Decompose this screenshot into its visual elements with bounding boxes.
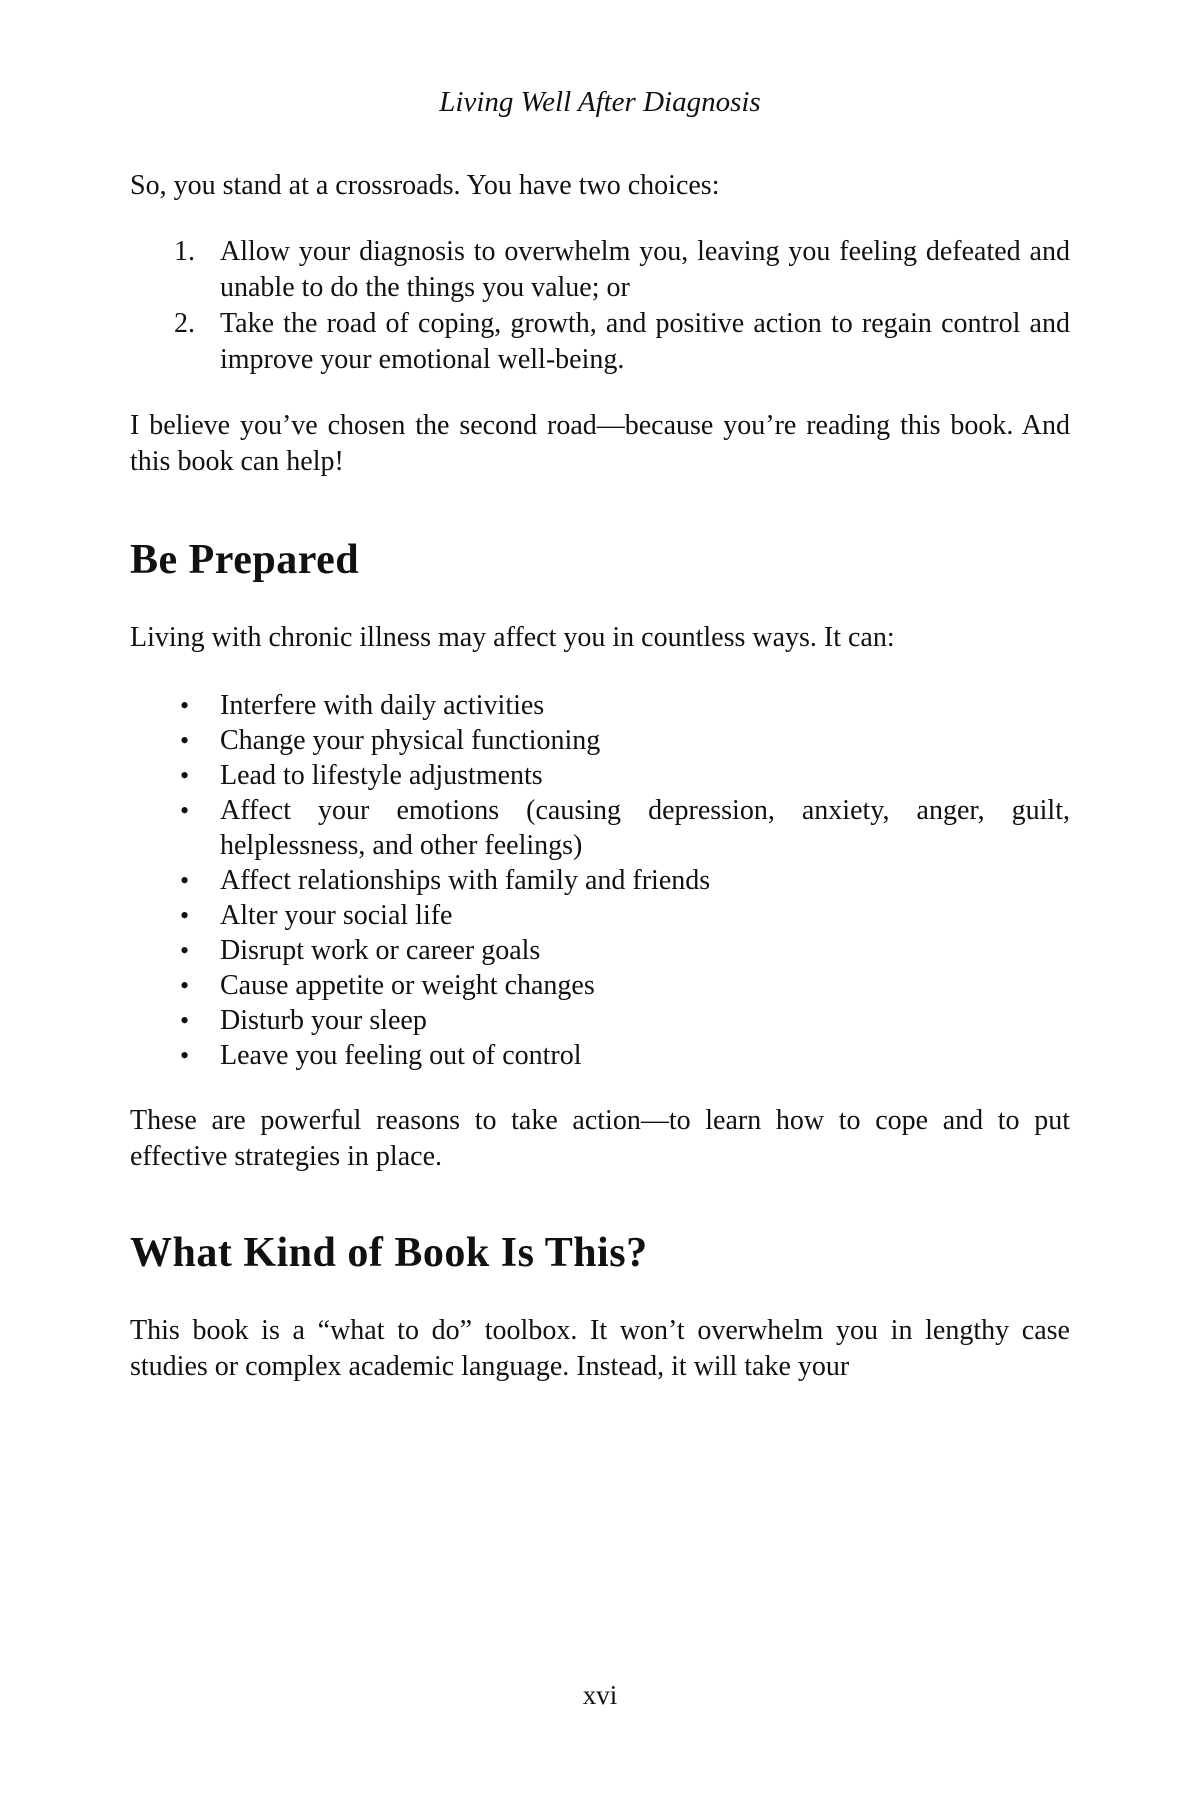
numbered-list xyxy=(130,234,1070,378)
bullet-list-item xyxy=(180,723,1070,758)
intro-paragraph: So, you stand at a crossroads. You have two choices: xyxy=(130,170,720,201)
bullet-icon: • xyxy=(180,901,190,930)
lead-paragraph: Living with chronic illness may affect you in countless ways. It can: xyxy=(130,622,895,653)
bullet-icon: • xyxy=(180,691,190,720)
bullet-item-text: Disturb your sleep xyxy=(220,1005,427,1036)
page-number: xvi xyxy=(582,1680,618,1710)
bullet-list-item xyxy=(180,933,1070,968)
bullet-icon: • xyxy=(180,761,190,790)
bullet-item-text: Cause appetite or weight changes xyxy=(220,970,595,1001)
bullet-item-text: Affect your emotions (causing depression, anxiety, anger, guilt, helplessness, and other feelings) xyxy=(220,795,1070,861)
bullet-icon: • xyxy=(180,796,190,825)
toolbox-paragraph: This book is a “what to do” toolbox. It won’t overwhelm you in lengthy case studies or complex academic language. Instead, it will take your xyxy=(130,1315,1070,1382)
bullet-list-item xyxy=(180,1003,1070,1038)
bullet-item-text: Alter your social life xyxy=(220,900,453,931)
section-heading-what-kind-of-book: What Kind of Book Is This? xyxy=(130,1230,648,1276)
bullet-list-item xyxy=(180,968,1070,1003)
bullet-list-item xyxy=(180,793,1070,863)
section-heading-be-prepared: Be Prepared xyxy=(130,537,360,583)
bullet-icon: • xyxy=(180,936,190,965)
list-number: 1. xyxy=(174,236,195,267)
bullet-item-text: Disrupt work or career goals xyxy=(220,935,541,966)
numbered-list-item xyxy=(174,306,1070,378)
list-number: 2. xyxy=(174,308,195,339)
bullet-list-item xyxy=(180,1038,1070,1073)
bullet-list-item xyxy=(180,863,1070,898)
believe-paragraph: I believe you’ve chosen the second road—because you’re reading this book. And this book can help! xyxy=(130,410,1070,477)
bullet-list-item xyxy=(180,898,1070,933)
bullet-icon: • xyxy=(180,726,190,755)
list-item-text: Allow your diagnosis to overwhelm you, leaving you feeling defeated and unable to do the things you value; or xyxy=(220,236,1070,303)
closing-paragraph: These are powerful reasons to take action—to learn how to cope and to put effective strategies in place. xyxy=(130,1105,1070,1172)
bullet-list-item xyxy=(180,688,1070,723)
bullet-item-text: Lead to lifestyle adjustments xyxy=(220,760,543,791)
bullet-item-text: Change your physical functioning xyxy=(220,725,601,756)
bullet-item-text: Interfere with daily activities xyxy=(220,690,545,721)
bullet-item-text: Affect relationships with family and friends xyxy=(220,865,711,896)
list-item-text: Take the road of coping, growth, and positive action to regain control and improve your emotional well-being. xyxy=(220,308,1070,375)
bullet-icon: • xyxy=(180,971,190,1000)
bullet-icon: • xyxy=(180,1041,190,1070)
bullet-list-item xyxy=(180,758,1070,793)
numbered-list-item xyxy=(174,234,1070,306)
bullet-icon: • xyxy=(180,866,190,895)
bullet-icon: • xyxy=(180,1006,190,1035)
bullet-list xyxy=(130,688,1070,1073)
bullet-item-text: Leave you feeling out of control xyxy=(220,1040,582,1071)
running-head: Living Well After Diagnosis xyxy=(439,86,761,118)
